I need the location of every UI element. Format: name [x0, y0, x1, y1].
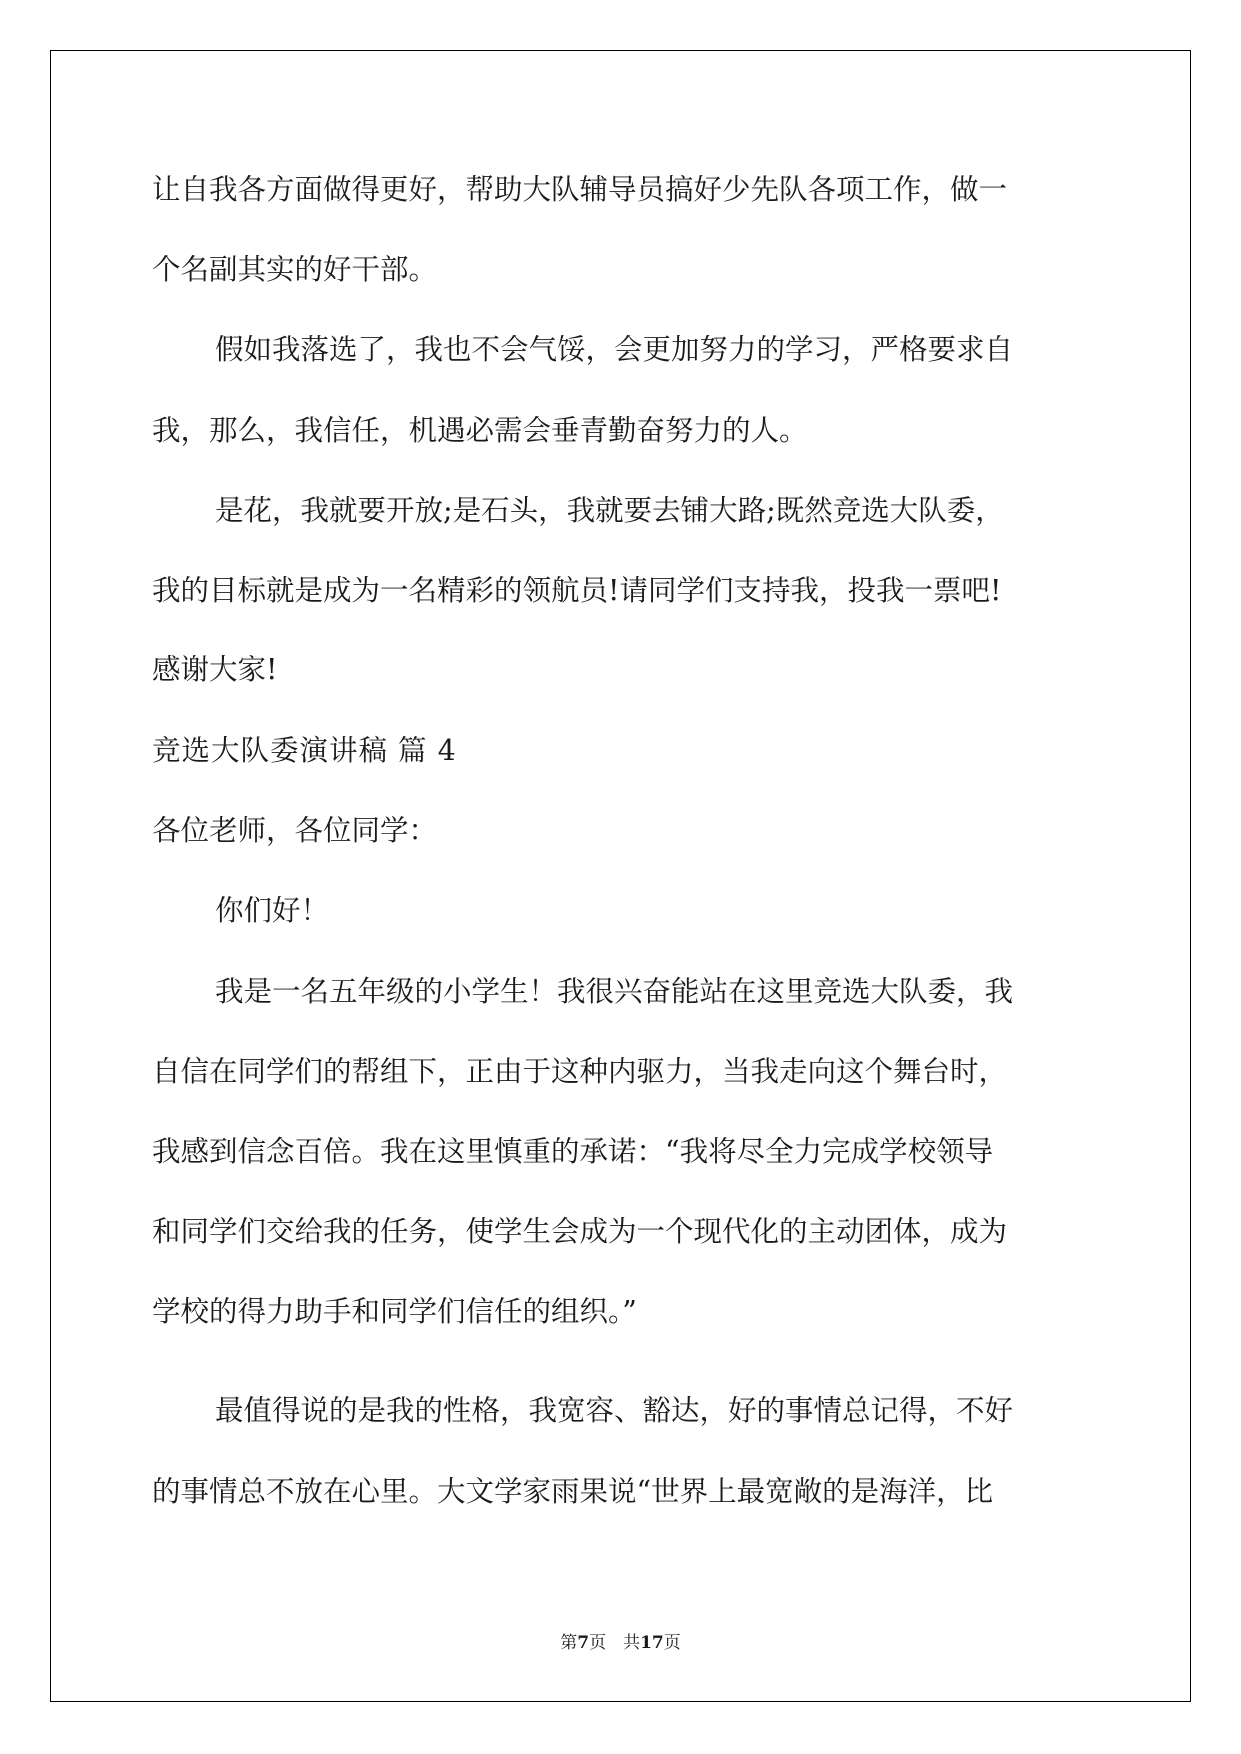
total-pages-number: 17 [640, 1633, 664, 1653]
body-line: 自信在同学们的帮组下，正由于这种内驱力，当我走向这个舞台时， [152, 1055, 1008, 1088]
footer-suffix: 页 [663, 1633, 681, 1653]
body-line: 最值得说的是我的性格，我宽容、豁达，好的事情总记得，不好 [215, 1394, 1014, 1427]
body-line: 是花，我就要开放;是石头，我就要去铺大路;既然竞选大队委， [215, 494, 1004, 527]
body-line: 个名副其实的好干部。 [152, 253, 438, 286]
page-footer [0, 1628, 1241, 1653]
body-line: 感谢大家! [152, 653, 278, 686]
section-heading: 竞选大队委演讲稿 篇 4 [152, 734, 457, 767]
body-line: 和同学们交给我的任务，使学生会成为一个现代化的主动团体，成为 [152, 1215, 1008, 1248]
body-line: 的事情总不放在心里。大文学家雨果说“世界上最宽敞的是海洋，比 [152, 1475, 994, 1508]
footer-middle: 页 共 [589, 1633, 641, 1653]
body-line: 我是一名五年级的小学生！我很兴奋能站在这里竞选大队委，我 [215, 975, 1014, 1008]
current-page-number: 7 [577, 1633, 590, 1653]
body-line: 让自我各方面做得更好，帮助大队辅导员搞好少先队各项工作，做一 [152, 173, 1008, 206]
body-line: 我的目标就是成为一名精彩的领航员!请同学们支持我，投我一票吧! [152, 574, 1002, 607]
body-line: 我，那么，我信任，机遇必需会垂青勤奋努力的人。 [152, 414, 808, 447]
body-line: 我感到信念百倍。我在这里慎重的承诺：“我将尽全力完成学校领导 [152, 1135, 994, 1168]
body-line: 学校的得力助手和同学们信任的组织。” [152, 1295, 637, 1328]
greeting: 你们好！ [215, 894, 330, 927]
body-line: 假如我落选了，我也不会气馁，会更加努力的学习，严格要求自 [215, 333, 1014, 366]
page-border [50, 50, 1191, 1702]
footer-prefix: 第 [560, 1633, 578, 1653]
salutation: 各位老师，各位同学： [152, 814, 438, 847]
